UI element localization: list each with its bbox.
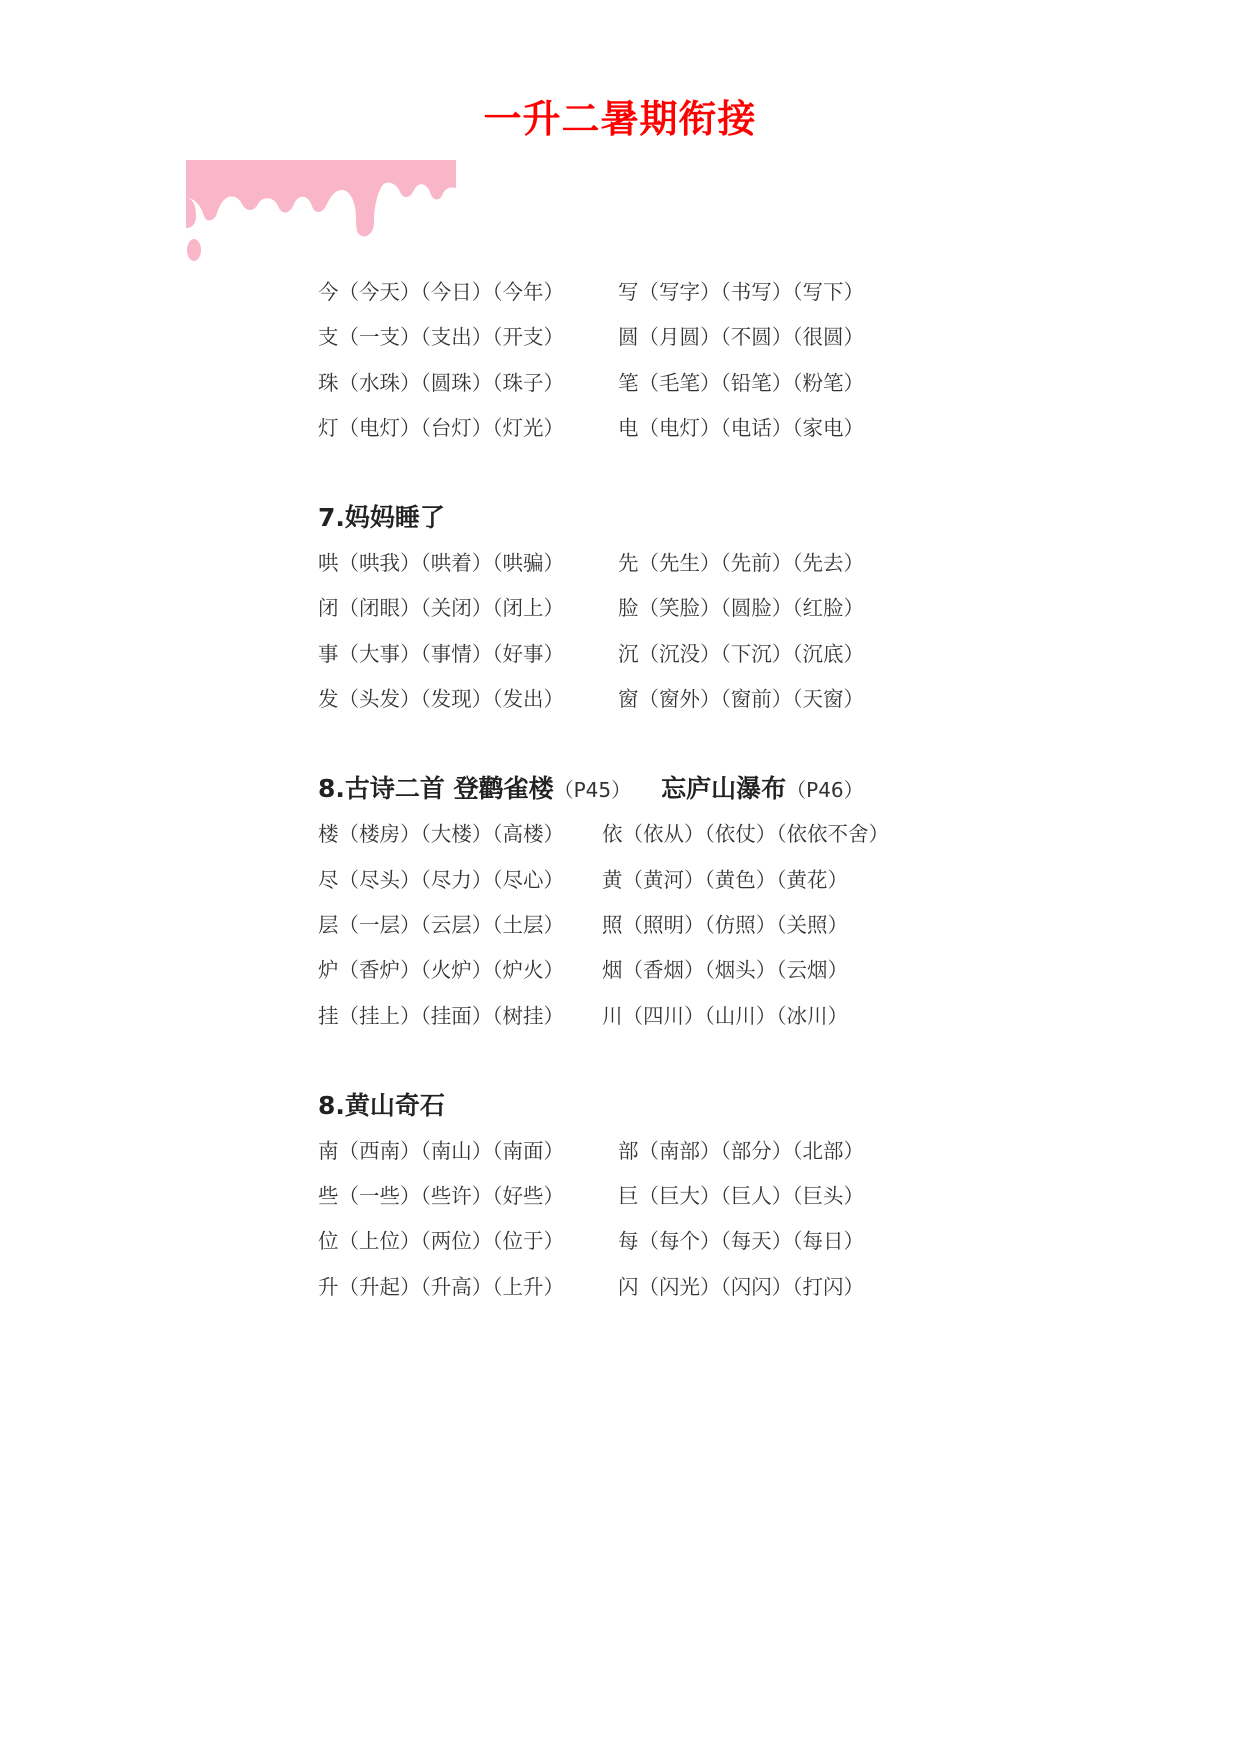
word-entry: 南（西南）（南山）（南面） <box>318 1138 564 1163</box>
word-entry: 珠（水珠）（圆珠）（珠子） <box>318 370 564 395</box>
word-row <box>318 361 938 406</box>
section-2 <box>318 766 938 1038</box>
page-ref-1: （P45） <box>553 778 632 803</box>
word-row <box>318 812 938 857</box>
word-row <box>318 1174 938 1219</box>
word-row <box>318 1219 938 1264</box>
section-heading: 7.妈妈睡了 <box>318 503 445 533</box>
pink-drip-decoration <box>186 160 456 280</box>
word-entry: 烟（香烟）（烟头）（云烟） <box>602 958 848 983</box>
word-row <box>318 858 938 903</box>
word-entry: 今（今天）（今日）（今年） <box>318 280 564 304</box>
poem-title-2: 忘庐山瀑布 <box>661 774 787 804</box>
word-entry: 灯（电灯）（台灯）（灯光） <box>318 415 564 440</box>
word-entry: 闭（闭眼）（关闭）（闭上） <box>318 596 564 621</box>
word-row <box>318 994 938 1039</box>
word-entry: 窗（窗外）（窗前）（天窗） <box>618 687 864 712</box>
word-entry: 事（大事）（事情）（好事） <box>318 641 564 666</box>
word-entry: 升（升起）（升高）（上升） <box>318 1274 564 1299</box>
word-entry: 尽（尽头）（尽力）（尽心） <box>318 867 564 892</box>
word-row <box>318 903 938 948</box>
word-row <box>318 1265 938 1310</box>
section-heading: 8.黄山奇石 <box>318 1090 445 1120</box>
word-entry: 照（照明）（仿照）（关照） <box>602 912 848 937</box>
word-list-content <box>318 270 938 1354</box>
word-row <box>318 406 938 451</box>
word-entry: 闪（闪光）（闪闪）（打闪） <box>618 1274 864 1299</box>
page-ref-2: （P46） <box>786 778 864 803</box>
word-entry: 脸（笑脸）（圆脸）（红脸） <box>618 596 864 621</box>
word-entry: 哄（哄我）（哄着）（哄骗） <box>318 551 564 576</box>
word-row <box>318 677 938 722</box>
poem-title-1: 8.古诗二首 登鹳雀楼 <box>318 774 554 804</box>
word-row <box>318 1129 938 1174</box>
word-entry: 笔（毛笔）（铅笔）（粉笔） <box>618 370 864 395</box>
word-entry: 位（上位）（两位）（位于） <box>318 1229 564 1254</box>
word-row <box>318 632 938 677</box>
word-row <box>318 948 938 993</box>
word-row <box>318 586 938 631</box>
word-entry: 挂（挂上）（挂面）（树挂） <box>318 1003 564 1028</box>
section-0 <box>318 270 938 451</box>
word-entry: 层（一层）（云层）（土层） <box>318 912 564 937</box>
section-3 <box>318 1083 938 1310</box>
word-entry: 黄（黄河）（黄色）（黄花） <box>602 867 848 892</box>
word-entry: 些（一些）（些许）（好些） <box>318 1184 564 1209</box>
word-entry: 川（四川）（山川）（冰川） <box>602 1003 848 1028</box>
word-entry: 先（先生）（先前）（先去） <box>618 551 864 576</box>
word-entry: 每（每个）（每天）（每日） <box>618 1229 864 1254</box>
word-entry: 依（依从）（依仗）（依依不舍） <box>602 822 889 847</box>
word-row <box>318 541 938 586</box>
word-row <box>318 270 938 315</box>
word-entry: 楼（楼房）（大楼）（高楼） <box>318 822 564 847</box>
section-heading <box>318 766 938 812</box>
word-entry: 写（写字）（书写）（写下） <box>618 280 864 304</box>
word-entry: 圆（月圆）（不圆）（很圆） <box>618 325 864 350</box>
word-entry: 炉（香炉）（火炉）（炉火） <box>318 958 564 983</box>
word-entry: 支（一支）（支出）（开支） <box>318 325 564 350</box>
word-entry: 部（南部）（部分）（北部） <box>618 1138 864 1163</box>
word-row <box>318 315 938 360</box>
word-entry: 发（头发）（发现）（发出） <box>318 687 564 712</box>
page-title: 一升二暑期衔接 <box>483 97 757 141</box>
word-entry: 巨（巨大）（巨人）（巨头） <box>618 1184 864 1209</box>
section-1 <box>318 495 938 722</box>
word-entry: 电（电灯）（电话）（家电） <box>618 415 864 440</box>
word-entry: 沉（沉没）（下沉）（沉底） <box>618 641 864 666</box>
